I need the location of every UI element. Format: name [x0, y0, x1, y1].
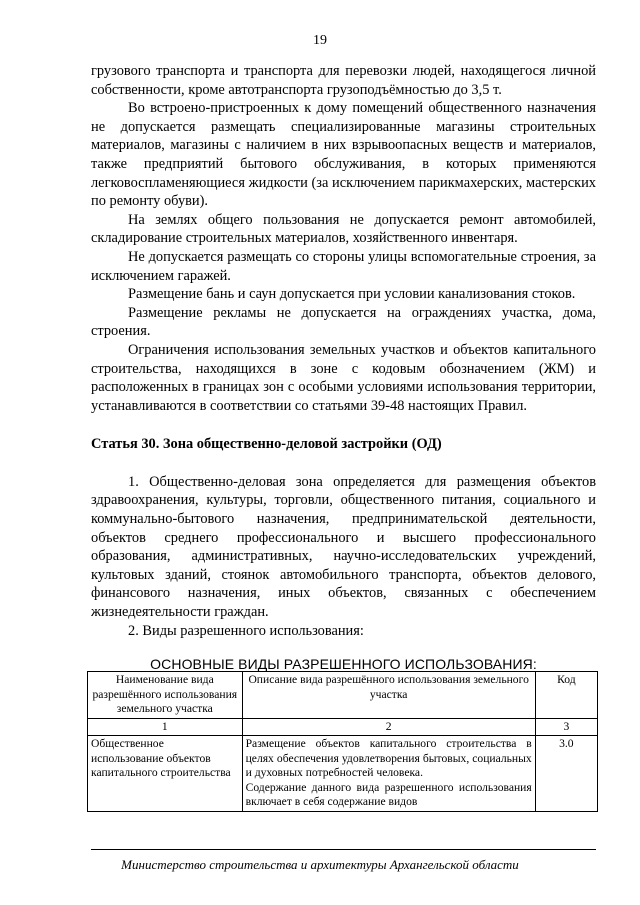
column-number-2: 2	[242, 718, 535, 736]
permitted-uses-table	[87, 671, 598, 812]
article-title: Статья 30. Зона общественно-деловой застройки (ОД)	[91, 436, 442, 453]
paragraph: Размещение рекламы не допускается на ограждениях участка, дома, строения.	[91, 304, 596, 340]
paragraph: Ограничения использования земельных участков и объектов капитального строительства, находящихся в зоне с кодовым обозначением (ЖМ) и расположенных в границах зон с особыми условиями использования территории, устанавливаются в соответствии со статьями 39-48 настоящих Правил.	[91, 341, 596, 414]
paragraph: 2. Виды разрешенного использования:	[128, 622, 364, 639]
paragraph: Не допускается размещать со стороны улицы вспомогательные строения, за исключением гаражей.	[91, 248, 596, 284]
column-number-3: 3	[535, 718, 597, 736]
paragraph: Размещение бань и саун допускается при условии канализования стоков.	[128, 286, 576, 303]
paragraph: Во встроено-пристроенных к дому помещений общественного назначения не допускается размещать специализированные магазины строительных материалов, магазины с наличием в них взрывоопасных веществ и материалов, также предприятий бытового обслуживания, в которых применяются легковоспламеняющиеся жидкости (за исключением парикмахерских, мастерских по ремонту обуви).	[91, 100, 596, 210]
use-description-text: Размещение объектов капитального строительства в целях обеспечения удовлетворения бытовых, социальных и духовных потребностей человека.	[245, 737, 532, 779]
paragraph: грузового транспорта и транспорта для перевозки людей, находящегося личной собственности, кроме автотранспорта грузоподъёмностью до 3,5 т.	[91, 63, 596, 98]
page-number: 19	[313, 33, 327, 48]
table-row	[88, 736, 598, 812]
footer-divider	[91, 849, 596, 850]
paragraph: На землях общего пользования не допускается ремонт автомобилей, складирование строительных материалов, хозяйственного инвентаря.	[91, 211, 596, 247]
table-header-row	[88, 672, 598, 719]
use-name-cell: Общественное использование объектов капитального строительства	[88, 736, 243, 812]
table-caption: ОСНОВНЫЕ ВИДЫ РАЗРЕШЕННОГО ИСПОЛЬЗОВАНИЯ:	[150, 656, 537, 672]
use-code-cell: 3.0	[535, 736, 597, 812]
paragraph: 1. Общественно-деловая зона определяется для размещения объектов здравоохранения, культуры, торговли, общественного питания, социального и коммунально-бытового назначения, предпринимательской деятельности, объектов среднего профессионального и высшего профессионального образования, административных, научно-исследовательских учреждений, культовых зданий, стоянок автомобильного транспорта, объектов делового, финансового назначения, иных объектов, связанных с обеспечением жизнедеятельности граждан.	[91, 473, 596, 621]
paragraphs-after-article	[91, 473, 596, 640]
use-description-cell	[242, 736, 535, 812]
table-header-description: Описание вида разрешённого использования земельного участка	[242, 672, 535, 719]
table-header-code: Код	[535, 672, 597, 719]
table-header-name: Наименование вида разрешённого использования земельного участка	[88, 672, 243, 719]
table-column-number-row	[88, 718, 598, 736]
page-footer: Министерство строительства и архитектуры Архангельской области	[121, 857, 519, 872]
document-body	[91, 62, 596, 640]
column-number-1: 1	[88, 718, 243, 736]
paragraphs-before-article	[91, 62, 596, 415]
use-description-continuation: Содержание данного вида разрешенного использования включает в себя содержание видов	[245, 780, 532, 808]
